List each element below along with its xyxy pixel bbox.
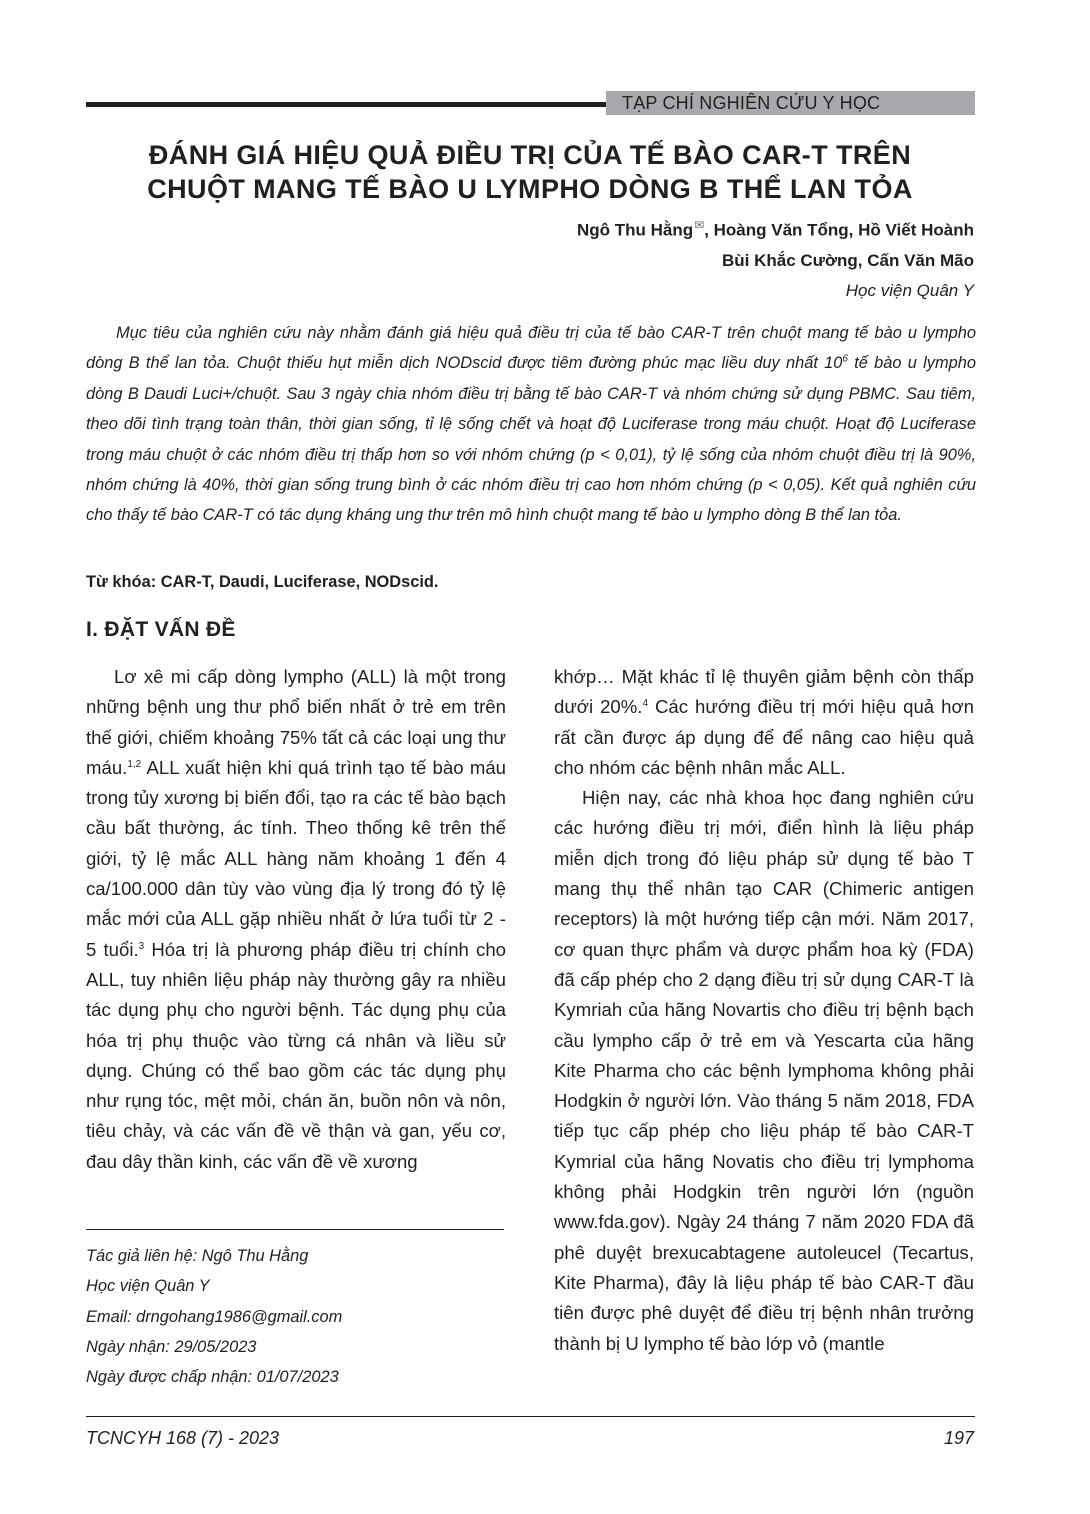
body-column-right (554, 662, 974, 1392)
footnote-accepted: Ngày được chấp nhận: 01/07/2023 (86, 1368, 339, 1387)
abstract (86, 318, 976, 531)
footnote-email: Email: drngohang1986@gmail.com (86, 1307, 343, 1326)
body-text: Hóa trị là phương pháp điều trị chính cho ALL, tuy nhiên liệu pháp này thường gây ra nhiều tác dụng phụ cho người bệnh. Tác dụng phụ của hóa trị phụ thuộc vào từng cá nhân và liều sử dụng. Chúng có thể bao gồm các tác dụng phụ như rụng tóc, mệt mỏi, chán ăn, buồn nôn và nôn, tiêu chảy, và các vấn đề về thận và gan, yếu cơ, đau dây thần kinh, các vấn đề về xương (86, 938, 506, 1172)
abstract-superscript: 6 (842, 353, 848, 365)
body-paragraph (86, 662, 506, 1177)
keywords: Từ khóa: CAR-T, Daudi, Luciferase, NODscid. (86, 573, 439, 591)
footnote-rule (86, 1229, 504, 1230)
body-paragraph: Hiện nay, các nhà khoa học đang nghiên cứu các hướng điều trị mới, điển hình là liệu pháp miễn dịch trong đó liệu pháp sử dụng tế bào T mang thụ thể nhân tạo CAR (Chimeric antigen receptors) là một hướng tiếp cận mới. Năm 2017, cơ quan thực phẩm và dược phẩm hoa kỳ (FDA) đã cấp phép cho 2 dạng điều trị sử dụng CAR-T là Kymriah của hãng Novartis cho điều trị bệnh bạch cầu lympho cấp ở trẻ em và Yescarta của hãng Kite Pharma cho các bệnh lymphoma không phải Hodgkin ở người lớn. Vào tháng 5 năm 2018, FDA tiếp tục cấp phép cho liệu pháp tế bào CAR-T Kymrial của hãng Novatis cho điều trị lymphoma không phải Hodgkin trên người lớn (nguồn www.fda.gov). Ngày 24 tháng 7 năm 2020 FDA đã phê duyệt brexucabtagene autoleucel (Tecartus, Kite Pharma), đây là liệu pháp tế bào CAR-T đầu tiên được phê duyệt để điều trị bệnh nhân trưởng thành bị U lympho tế bào lớp vỏ (mantle (554, 787, 974, 1354)
body-text: Lơ xê mi cấp dòng lympho (ALL) là một trong những bệnh ung thư phổ biến nhất ở trẻ em trên thế giới, chiếm khoảng 75% tất cả các loại ung thư máu. (86, 666, 506, 778)
article-title (90, 138, 970, 206)
header-rule (86, 102, 606, 107)
journal-citation: TCNCYH 168 (7) - 2023 (86, 1428, 280, 1448)
title-line-2: CHUỘT MANG TẾ BÀO U LYMPHO DÒNG B THỂ LAN TỎA (147, 174, 913, 204)
mail-icon: ✉ (694, 218, 705, 232)
citation-ref: 3 (138, 940, 145, 952)
footnote-institution: Học viện Quân Y (86, 1277, 210, 1296)
body-text: khớp… Mặt khác tỉ lệ thuyên giảm bệnh còn thấp dưới 20%. (554, 666, 974, 718)
citation-ref: 1,2 (127, 758, 142, 770)
footnote (86, 1241, 342, 1392)
affiliation: Học viện Quân Y (845, 280, 974, 300)
abstract-text-2: tế bào u lympho dòng B Daudi Luci+/chuột. Sau 3 ngày chia nhóm điều trị bằng tế bào CAR-T và nhóm chứng sử dụng PBMC. Sau tiêm, theo dõi tình trạng toàn thân, thời gian sống, tỉ lệ sống chết và hoạt độ Luciferase trong máu chuột. Hoạt độ Luciferase trong máu chuột ở các nhóm điều trị thấp hơn so với nhóm chứng (p < 0,01), tỷ lệ sống của nhóm chuột điều trị là 90%, nhóm chứng là 40%, thời gian sống trung bình ở các nhóm điều trị cao hơn nhóm chứng (p < 0,05). Kết quả nghiên cứu cho thấy tế bào CAR-T có tác dụng kháng ung thư trên mô hình chuột mang tế bào u lympho dòng B thể lan tỏa. (86, 354, 976, 525)
journal-name-banner: TẠP CHÍ NGHIÊN CỨU Y HỌC (606, 91, 975, 115)
section-heading: I. ĐẶT VẤN ĐỀ (86, 618, 236, 641)
citation-ref: 4 (642, 698, 649, 710)
footnote-contact: Tác giả liên hệ: Ngô Thu Hằng (86, 1247, 309, 1265)
body-column-left (86, 662, 506, 1212)
page-number: 197 (943, 1428, 974, 1448)
body-paragraph (554, 662, 974, 783)
footnote-received: Ngày nhận: 29/05/2023 (86, 1337, 257, 1356)
body-text: Các hướng điều trị mới hiệu quả hơn rất cần được áp dụng để để nâng cao hiệu quả cho nhóm các bệnh nhân mắc ALL. (554, 696, 974, 778)
body-text: ALL xuất hiện khi quá trình tạo tế bào máu trong tủy xương bị biến đổi, tạo ra các tế bào bạch cầu bất thường, ác tính. Theo thống kê trên thế giới, tỷ lệ mắc ALL hàng năm khoảng 1 đến 4 ca/100.000 dân tùy vào vùng địa lý trong đó tỷ lệ mắc mới của ALL gặp nhiều nhất ở lứa tuổi từ 2 - 5 tuổi. (86, 756, 506, 960)
other-authors: , Hoàng Văn Tổng, Hồ Viết Hoành (704, 220, 974, 240)
footer-rule (86, 1416, 975, 1417)
first-author: Ngô Thu Hằng (576, 220, 694, 240)
authors-line-1 (577, 210, 974, 246)
title-line-1: ĐÁNH GIÁ HIỆU QUẢ ĐIỀU TRỊ CỦA TẾ BÀO CAR-T TRÊN (148, 140, 912, 170)
authors-line-2: Bùi Khắc Cường, Cấn Văn Mão (721, 250, 974, 270)
abstract-text-1: Mục tiêu của nghiên cứu này nhằm đánh giá hiệu quả điều trị của tế bào CAR-T trên chuột mang tế bào u lympho dòng B thể lan tỏa. Chuột thiếu hụt miễn dịch NODscid được tiêm đường phúc mạc liều duy nhất 10 (86, 324, 976, 373)
author-block (577, 210, 974, 306)
